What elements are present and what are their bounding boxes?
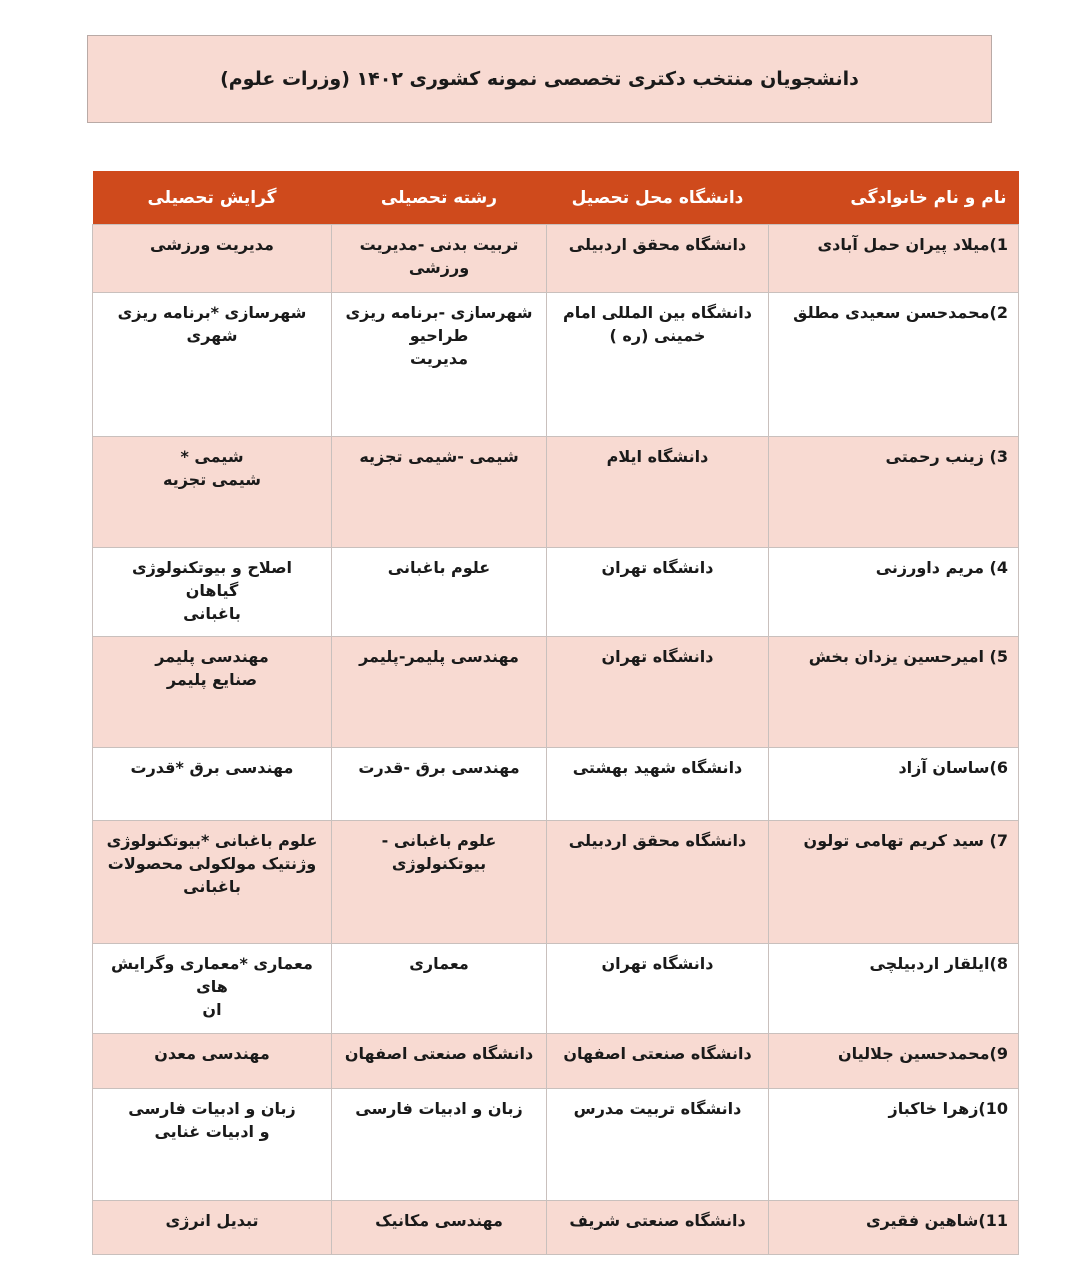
cell-line: تربیت بدنی -مدیریت — [359, 235, 519, 254]
cell-line: تبدیل انرژی — [165, 1211, 259, 1230]
cell-line: دانشگاه شهید بهشتی — [572, 758, 743, 777]
cell-name: 10)زهرا خاکباز — [769, 1089, 1019, 1201]
cell-line: دانشگاه محقق اردبیلی — [568, 235, 747, 254]
cell-name: 4) مریم داورزنی — [769, 548, 1019, 637]
cell-line: مهندسی برق *قدرت — [130, 758, 294, 777]
cell-field — [332, 548, 547, 637]
cell-university — [547, 225, 769, 293]
cell-line: شیمی * — [180, 447, 244, 466]
cell-name: 5) امیرحسین یزدان بخش — [769, 637, 1019, 748]
cell-line: مهندسی پلیمر — [155, 647, 269, 666]
cell-line: مهندسی مکانیک — [375, 1211, 503, 1230]
cell-university — [547, 748, 769, 821]
title-box — [87, 35, 992, 123]
cell-line: باغبانی — [183, 877, 241, 897]
header-name: نام و نام خانوادگی — [769, 171, 1019, 225]
cell-field — [332, 637, 547, 748]
cell-field — [332, 437, 547, 548]
cell-line: شهری — [186, 326, 238, 346]
cell-line: و ادبیات غنایی — [154, 1122, 270, 1142]
cell-field — [332, 293, 547, 437]
cell-line: شیمی تجزیه — [163, 470, 261, 490]
header-major: گرایش تحصیلی — [93, 171, 332, 225]
cell-line: معماری *معماری وگرایش های — [111, 954, 313, 997]
cell-field — [332, 1089, 547, 1201]
students-table — [92, 171, 1019, 1255]
table-row — [93, 1089, 1019, 1201]
cell-line: خمینی (ره ) — [609, 326, 706, 346]
cell-line: زبان و ادبیات فارسی — [355, 1099, 523, 1118]
cell-line: دانشگاه محقق اردبیلی — [568, 831, 747, 850]
cell-field — [332, 821, 547, 944]
cell-university — [547, 944, 769, 1034]
cell-line: باغبانی — [183, 604, 241, 624]
cell-major — [93, 944, 332, 1034]
table-row — [93, 225, 1019, 293]
cell-major — [93, 548, 332, 637]
cell-university — [547, 637, 769, 748]
cell-field — [332, 748, 547, 821]
cell-line: مهندسی معدن — [154, 1044, 270, 1063]
cell-line: دانشگاه صنعتی اصفهان — [563, 1044, 752, 1063]
table-row — [93, 548, 1019, 637]
cell-line: دانشگاه صنعتی اصفهان — [344, 1044, 534, 1063]
cell-line: دانشگاه صنعتی شریف — [569, 1211, 746, 1230]
cell-line: علوم باغبانی — [387, 558, 491, 577]
cell-line: شیمی -شیمی تجزیه — [359, 447, 519, 466]
cell-line: ورزشی — [408, 258, 470, 278]
cell-line: دانشگاه ایلام — [606, 447, 709, 466]
cell-name: 7) سید کریم تهامی تولون — [769, 821, 1019, 944]
cell-university — [547, 821, 769, 944]
cell-line: مدیریت ورزشی — [150, 235, 274, 254]
cell-line: مهندسی برق -قدرت — [358, 758, 520, 777]
table-row — [93, 821, 1019, 944]
cell-major — [93, 1034, 332, 1089]
cell-university — [547, 548, 769, 637]
cell-line: وژنتیک مولکولی محصولات — [107, 854, 317, 874]
cell-line: دانشگاه بین المللی امام — [563, 303, 752, 322]
cell-line: صنایع پلیمر — [166, 670, 258, 690]
cell-name: 2)محمدحسن سعیدی مطلق — [769, 293, 1019, 437]
cell-line: طراحیو — [409, 326, 469, 346]
cell-line: دانشگاه تهران — [601, 647, 714, 666]
page-title: دانشجویان منتخب دکتری تخصصی نمونه کشوری ۱۴۰۲ (وزرات علوم) — [220, 68, 859, 90]
header-field: رشته تحصیلی — [332, 171, 547, 225]
cell-major — [93, 437, 332, 548]
cell-major — [93, 1201, 332, 1255]
cell-major — [93, 821, 332, 944]
cell-line: زبان و ادبیات فارسی — [128, 1099, 296, 1118]
cell-line: شهرسازی -برنامه ریزی — [345, 303, 533, 322]
table-header-row — [93, 171, 1019, 225]
cell-name: 8)ایلقار اردبیلچی — [769, 944, 1019, 1034]
cell-university — [547, 437, 769, 548]
table-row — [93, 1034, 1019, 1089]
cell-line: بیوتکنولوژی — [391, 854, 487, 874]
cell-line: معماری — [409, 954, 469, 973]
cell-university — [547, 1034, 769, 1089]
cell-line: دانشگاه تهران — [601, 558, 714, 577]
cell-major — [93, 1089, 332, 1201]
table-row — [93, 748, 1019, 821]
cell-name: 9)محمدحسین جلالیان — [769, 1034, 1019, 1089]
cell-field — [332, 1201, 547, 1255]
cell-university — [547, 1089, 769, 1201]
cell-major — [93, 225, 332, 293]
cell-major — [93, 293, 332, 437]
header-university: دانشگاه محل تحصیل — [547, 171, 769, 225]
cell-line: مدیریت — [409, 349, 469, 369]
table-row — [93, 637, 1019, 748]
table-row — [93, 293, 1019, 437]
cell-major — [93, 748, 332, 821]
cell-university — [547, 293, 769, 437]
cell-line: دانشگاه تربیت مدرس — [573, 1099, 742, 1118]
cell-field — [332, 1034, 547, 1089]
cell-name: 3) زینب رحمتی — [769, 437, 1019, 548]
cell-name: 6)ساسان آزاد — [769, 748, 1019, 821]
table-body — [93, 225, 1019, 1255]
table-row — [93, 437, 1019, 548]
cell-field — [332, 225, 547, 293]
cell-line: دانشگاه تهران — [601, 954, 714, 973]
cell-name: 1)میلاد پیران حمل آبادی — [769, 225, 1019, 293]
cell-major — [93, 637, 332, 748]
table-row — [93, 944, 1019, 1034]
cell-line: ان — [202, 1000, 222, 1020]
cell-line: مهندسی پلیمر-پلیمر — [359, 647, 519, 666]
cell-line: اصلاح و بیوتکنولوژی گیاهان — [131, 558, 293, 601]
table-row — [93, 1201, 1019, 1255]
cell-line: شهرسازی *برنامه ریزی — [117, 303, 307, 322]
cell-line: علوم باغبانی *بیوتکنولوژی — [106, 831, 318, 850]
cell-line: علوم باغبانی - — [381, 831, 497, 850]
cell-university — [547, 1201, 769, 1255]
cell-field — [332, 944, 547, 1034]
cell-name: 11)شاهین فقیری — [769, 1201, 1019, 1255]
